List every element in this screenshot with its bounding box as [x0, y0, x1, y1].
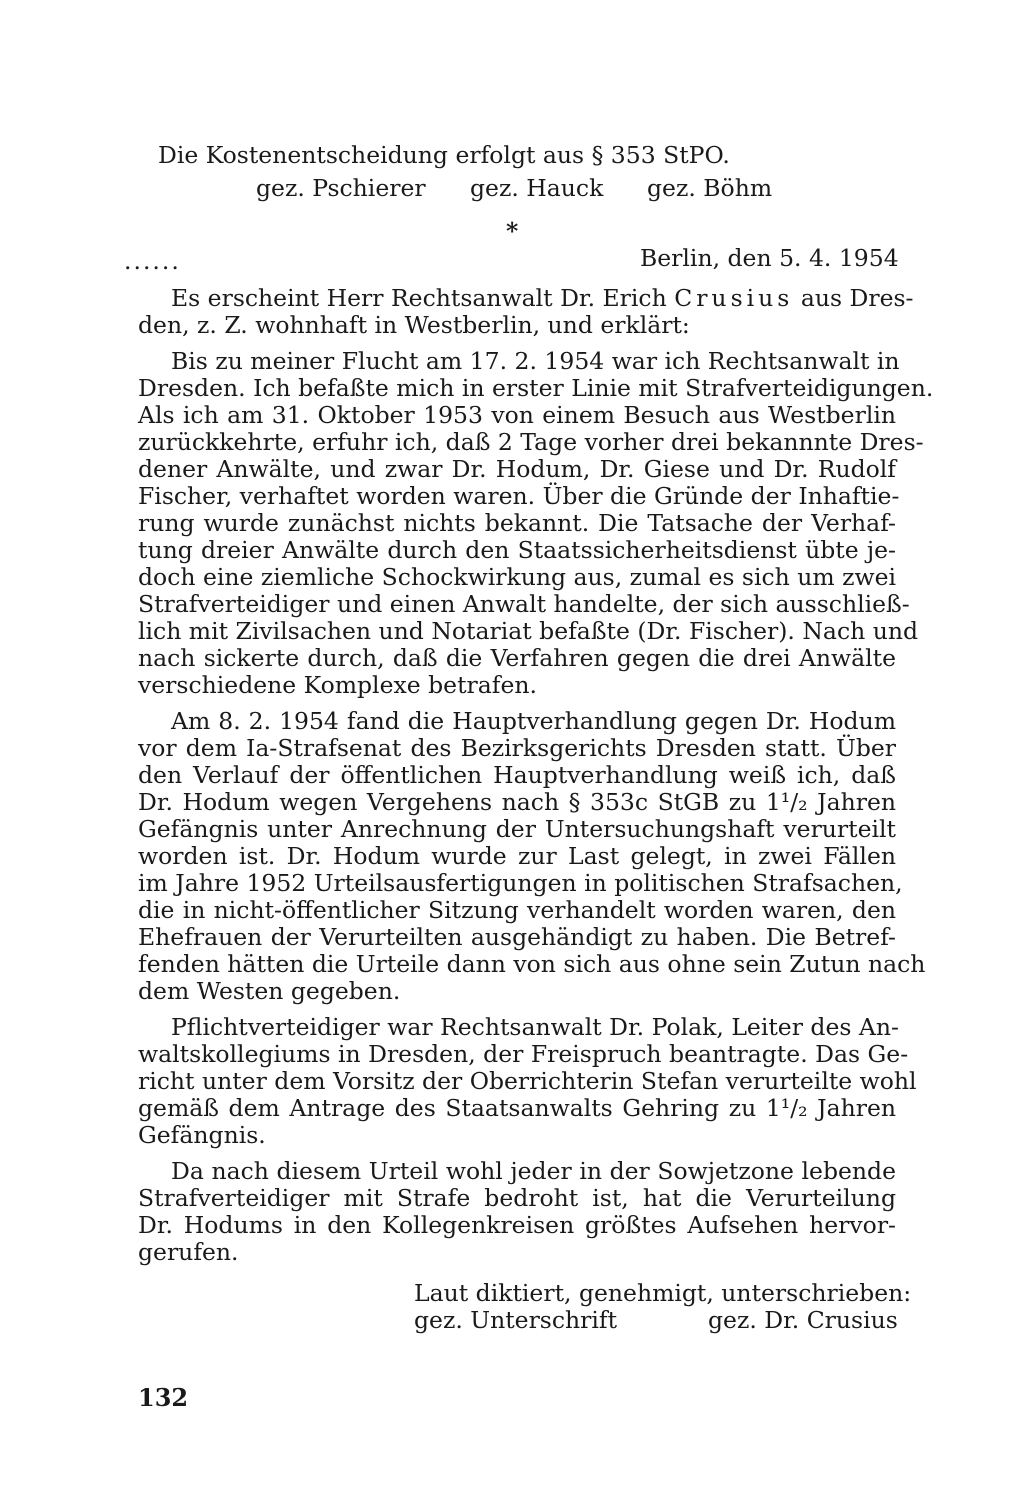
paragraph-4-line: gerufen.	[138, 1238, 239, 1266]
paragraph-4-line: Dr. Hodums in den Kollegenkreisen größtes Aufsehen hervor-	[138, 1211, 896, 1239]
statement-intro-before: Es erscheint Herr Rechtsanwalt Dr. Erich	[171, 284, 667, 312]
signature-boehm: gez. Böhm	[647, 174, 773, 202]
paragraph-1-line: dener Anwälte, und zwar Dr. Hodum, Dr. Giese und Dr. Rudolf	[138, 455, 896, 483]
statement-intro-line-2: den, z. Z. wohnhaft in Westberlin, und erklärt:	[138, 311, 690, 339]
paragraph-2-line: im Jahre 1952 Urteilsausfertigungen in politischen Strafsachen,	[138, 869, 903, 897]
paragraph-2-line: Gefängnis unter Anrechnung der Untersuchungshaft verurteilt	[138, 815, 896, 843]
paragraph-3-line: Gefängnis.	[138, 1121, 266, 1149]
paragraph-4-line: Da nach diesem Urteil wohl jeder in der Sowjetzone lebende	[171, 1157, 896, 1185]
paragraph-3-line: richt unter dem Vorsitz der Oberrichterin Stefan verurteilte wohl	[138, 1067, 917, 1095]
statement-intro-line-1	[171, 284, 914, 312]
paragraph-1-line: rung wurde zunächst nichts bekannt. Die Tatsache der Verhaf-	[138, 509, 896, 537]
paragraph-1-line: Dresden. Ich befaßte mich in erster Linie mit Strafverteidigungen.	[138, 374, 934, 402]
paragraph-4-line: Strafverteidiger mit Strafe bedroht ist, hat die Verurteilung	[138, 1184, 896, 1212]
paragraph-1-line: Bis zu meiner Flucht am 17. 2. 1954 war ich Rechtsanwalt in	[171, 347, 900, 375]
closing-signature-right: gez. Dr. Crusius	[708, 1306, 898, 1334]
signature-hauck: gez. Hauck	[470, 174, 604, 202]
omission-dots: ......	[124, 247, 181, 275]
paragraph-2-line: worden ist. Dr. Hodum wurde zur Last gelegt, in zwei Fällen	[138, 842, 896, 870]
paragraph-1-line: lich mit Zivilsachen und Notariat befaßte (Dr. Fischer). Nach und	[138, 617, 919, 645]
place-date: Berlin, den 5. 4. 1954	[640, 244, 899, 272]
paragraph-2-line: Am 8. 2. 1954 fand die Hauptverhandlung gegen Dr. Hodum	[171, 707, 896, 735]
paragraph-2-line: Dr. Hodum wegen Vergehens nach § 353c StGB zu 1¹/₂ Jahren	[138, 788, 896, 816]
paragraph-3-line: gemäß dem Antrage des Staatsanwalts Gehring zu 1¹/₂ Jahren	[138, 1094, 896, 1122]
paragraph-1-line: Als ich am 31. Oktober 1953 von einem Besuch aus Westberlin	[138, 401, 896, 429]
paragraph-1-line: Fischer, verhaftet worden waren. Über die Gründe der Inhaftie-	[138, 482, 900, 510]
paragraph-2-line: den Verlauf der öffentlichen Hauptverhandlung weiß ich, daß	[138, 761, 896, 789]
paragraph-1-line: doch eine ziemliche Schockwirkung aus, zumal es sich um zwei	[138, 563, 897, 591]
paragraph-1-line: verschiedene Komplexe betrafen.	[138, 671, 537, 699]
closing-signature-left: gez. Unterschrift	[414, 1306, 618, 1334]
paragraph-2-line: vor dem Ia-Strafsenat des Bezirksgerichts Dresden statt. Über	[138, 734, 896, 762]
paragraph-1-line: tung dreier Anwälte durch den Staatssicherheitsdienst übte je-	[138, 536, 896, 564]
intro-line: Die Kostenentscheidung erfolgt aus § 353 StPO.	[158, 141, 730, 169]
closing-statement: Laut diktiert, genehmigt, unterschrieben:	[414, 1279, 912, 1307]
paragraph-3-line: Pflichtverteidiger war Rechtsanwalt Dr. Polak, Leiter des An-	[171, 1013, 899, 1041]
statement-intro-name: Crusius	[674, 284, 794, 312]
paragraph-1-line: Strafverteidiger und einen Anwalt handelte, der sich ausschließ-	[138, 590, 910, 618]
paragraph-1-line: zurückkehrte, erfuhr ich, daß 2 Tage vorher drei bekannnte Dres-	[138, 428, 924, 456]
paragraph-1-line: nach sickerte durch, daß die Verfahren gegen die drei Anwälte	[138, 644, 896, 672]
paragraph-2-line: Ehefrauen der Verurteilten ausgehändigt zu haben. Die Betref-	[138, 923, 896, 951]
statement-intro-after: aus Dres-	[800, 284, 914, 312]
page-number: 132	[138, 1383, 189, 1412]
section-separator: *	[506, 217, 519, 245]
paragraph-2-line: die in nicht-öffentlicher Sitzung verhandelt worden waren, den	[138, 896, 896, 924]
paragraph-3-line: waltskollegiums in Dresden, der Freispruch beantragte. Das Ge-	[138, 1040, 909, 1068]
paragraph-2-line: fenden hätten die Urteile dann von sich aus ohne sein Zutun nach	[138, 950, 926, 978]
paragraph-2-line: dem Westen gegeben.	[138, 977, 401, 1005]
signature-pschierer: gez. Pschierer	[256, 174, 426, 202]
